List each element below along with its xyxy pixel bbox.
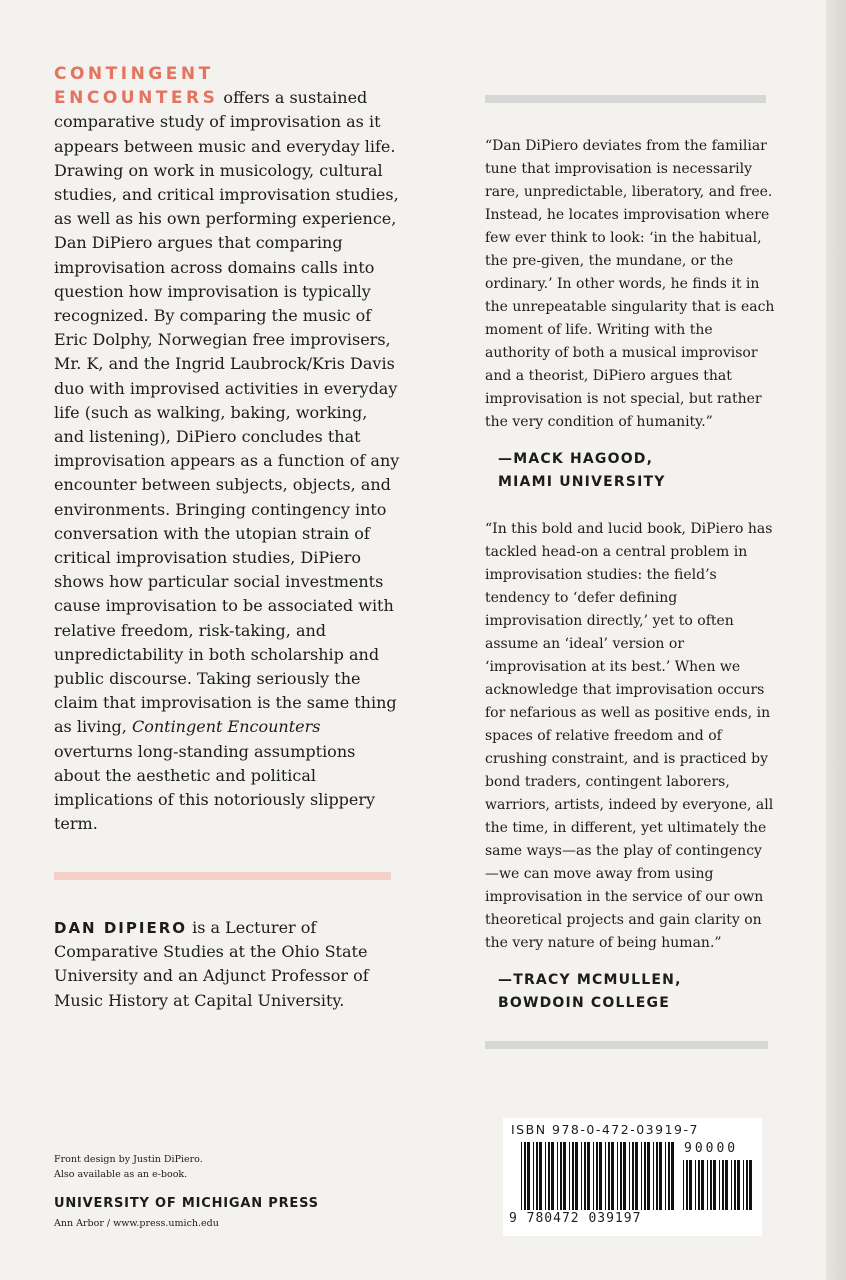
author-bio-text: is a Lecturer of Comparative Studies at the Ohio State University and an Adjunct Professor of Music History at Capital University. xyxy=(54,918,369,1010)
endorsement-1-affiliation: MIAMI UNIVERSITY xyxy=(498,474,666,490)
description-text-2: overturns long-standing assumptions about the aesthetic and political implications of this notoriously slippery term. xyxy=(54,741,376,834)
ean-digits: 9 780472 039197 xyxy=(509,1211,642,1226)
endorsement-1 xyxy=(485,135,775,494)
isbn-barcode xyxy=(503,1118,762,1236)
grey-divider-bottom xyxy=(485,1041,768,1049)
endorsement-2-text: “In this bold and lucid book, DiPiero has tackled head-on a central problem in improvisation studies: the field’s tendency to ‘defer defining improvisation directly,’ yet to often assume an ‘ideal’ version or ‘improvisation at its best.’ When we acknowledge that improvisation occurs for nefarious as well as positive ends, in spaces of relative freedom and of crushing constraint, and is practiced by bond traders, contingent laborers, warriors, artists, indeed by everyone, all the time, in different, yet ultimately the same ways—as the play of contingency—we can move away from using improvisation in the service of our own theoretical projects and gain clarity on the very nature of being human.” xyxy=(485,521,774,951)
endorsement-1-attribution xyxy=(498,448,775,494)
endorsement-2-name: —TRACY MCMULLEN, xyxy=(498,972,682,988)
isbn-label: ISBN 978-0-472-03919-7 xyxy=(511,1122,699,1137)
endorsement-1-text: “Dan DiPiero deviates from the familiar tune that improvisation is necessarily rare, unpredictable, liberatory, and free. Instead, he locates improvisation where few ever think to look: ‘in the habitual, the pre-given, the mundane, or the ordinary.’ In other words, he finds it in the unrepeatable singularity that is each moment of life. Writing with the authority of both a musical improvisor and a theorist, DiPiero argues that improvisation is not special, but rather the very condition of humanity.” xyxy=(485,138,775,430)
publisher-name: UNIVERSITY OF MICHIGAN PRESS xyxy=(54,1196,319,1211)
book-title-line2: ENCOUNTERS xyxy=(54,88,219,109)
salmon-divider xyxy=(54,872,391,880)
publisher-address: Ann Arbor / www.press.umich.edu xyxy=(54,1218,219,1229)
description-book-title: Contingent Encounters xyxy=(131,717,321,737)
book-description xyxy=(54,62,400,837)
endorsement-1-name: —MACK HAGOOD, xyxy=(498,451,654,467)
design-credit: Front design by Justin DiPiero. xyxy=(54,1154,203,1165)
endorsement-2-attribution xyxy=(498,969,775,1015)
author-name: DAN DIPIERO xyxy=(54,919,187,937)
endorsement-2-affiliation: BOWDOIN COLLEGE xyxy=(498,995,670,1011)
book-title-line1: CONTINGENT xyxy=(54,64,214,84)
endorsement-2 xyxy=(485,518,775,1015)
addon-digits: 90000 xyxy=(684,1141,739,1156)
description-text-1: offers a sustained comparative study of improvisation as it appears between music and everyday life. Drawing on work in musicology, cultural studies, and critical improvisation studies, as well as his own performing experience, Dan DiPiero argues that comparing improvisation across domains calls into question how improvisation is typically recognized. By comparing the music of Eric Dolphy, Norwegian free improvisers, Mr. K, and the Ingrid Laubrock/Kris Davis duo with improvised activities in everyday life (such as walking, baking, working, and listening), DiPiero concludes that improvisation appears as a function of any encounter between subjects, objects, and environments. Bringing contingency into conversation with the utopian strain of critical improvisation studies, DiPiero shows how particular social investments cause improvisation to be associated with relative freedom, risk-taking, and unpredictability in both scholarship and public discourse. Taking seriously the claim that improvisation is the same thing as living, xyxy=(54,88,400,737)
author-bio xyxy=(54,916,384,1013)
grey-divider-top xyxy=(485,95,766,103)
cover-edge xyxy=(826,0,846,1280)
description-column xyxy=(54,62,400,837)
ebook-note: Also available as an e-book. xyxy=(54,1169,188,1180)
publisher-credits xyxy=(54,1152,384,1229)
